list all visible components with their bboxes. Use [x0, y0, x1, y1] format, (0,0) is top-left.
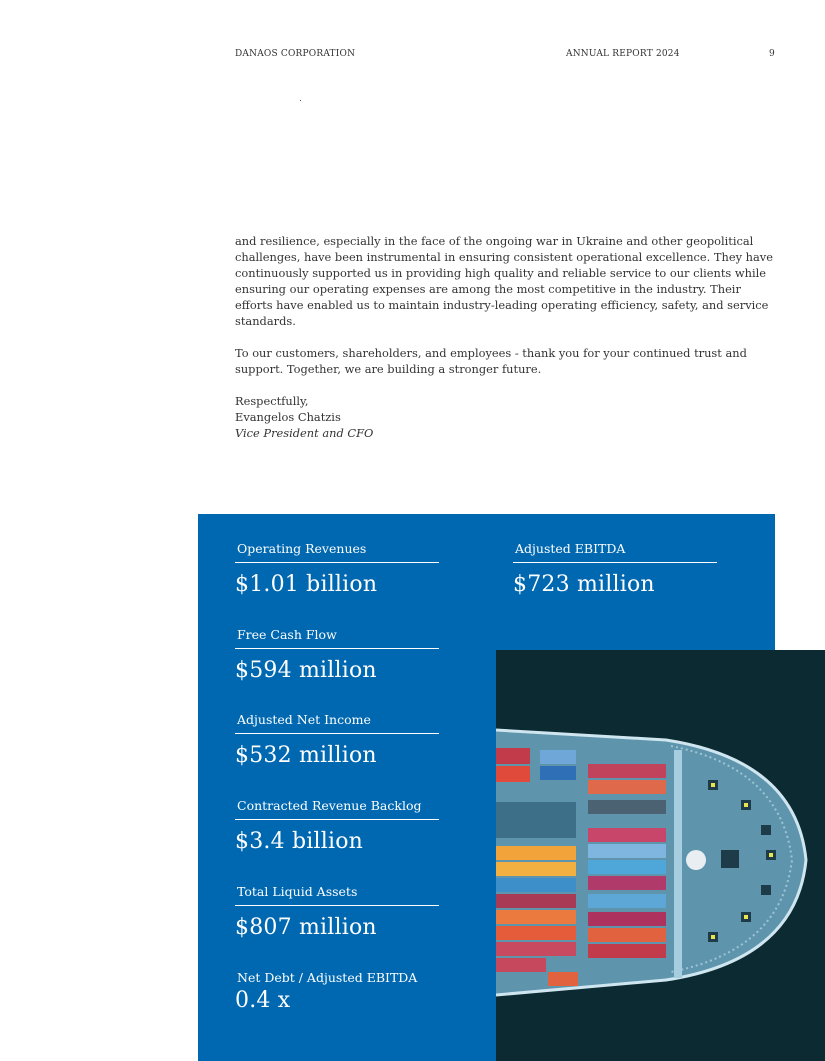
- metric-label: Free Cash Flow: [235, 627, 439, 649]
- metric-total-liquid-assets: [235, 884, 439, 940]
- metric-value: $3.4 billion: [235, 829, 364, 854]
- metric-value: $807 million: [235, 915, 377, 940]
- metric-label: Total Liquid Assets: [235, 884, 439, 906]
- letter-body: [235, 233, 775, 441]
- signer-title: Vice President and CFO: [235, 426, 374, 440]
- letter-closing: Respectfully,: [235, 394, 309, 408]
- metric-adjusted-ebitda: [513, 541, 717, 597]
- letter-paragraph-2: To our customers, shareholders, and employees - thank you for your continued trust and support. Together, we are building a stronger future.: [235, 346, 747, 376]
- metric-label: Adjusted Net Income: [235, 712, 439, 734]
- metric-label: Contracted Revenue Backlog: [235, 798, 439, 820]
- letter-paragraph-1: and resilience, especially in the face of the ongoing war in Ukraine and other geopolitical challenges, have been instrumental in ensuring consistent operational excellence. They have continuously supported us in providing high quality and reliable service to our clients while ensuring our operating expenses are among the most competitive in the industry. Their efforts have enabled us to maintain industry-leading operating efficiency, safety, and service standards.: [235, 234, 773, 328]
- metric-value: $532 million: [235, 743, 377, 768]
- metric-label: Net Debt / Adjusted EBITDA: [237, 970, 418, 985]
- page-number: 9: [769, 49, 775, 59]
- metric-label: Operating Revenues: [235, 541, 439, 563]
- metric-value: $1.01 billion: [235, 572, 378, 597]
- container-ship-photo: [496, 650, 825, 1061]
- header-company: DANAOS CORPORATION: [235, 49, 356, 59]
- metric-contracted-revenue-backlog: [235, 798, 439, 854]
- metric-value: 0.4 x: [235, 988, 291, 1013]
- metric-label: Adjusted EBITDA: [513, 541, 717, 563]
- signer-name: Evangelos Chatzis: [235, 410, 341, 424]
- metric-value: $594 million: [235, 658, 377, 683]
- metric-operating-revenues: [235, 541, 439, 597]
- header-report-title: ANNUAL REPORT 2024: [566, 49, 680, 59]
- metric-free-cash-flow: [235, 627, 439, 683]
- metric-value: $723 million: [513, 572, 655, 597]
- stray-dot: [300, 100, 301, 101]
- metric-net-debt-ratio: [235, 970, 439, 1013]
- metric-adjusted-net-income: [235, 712, 439, 768]
